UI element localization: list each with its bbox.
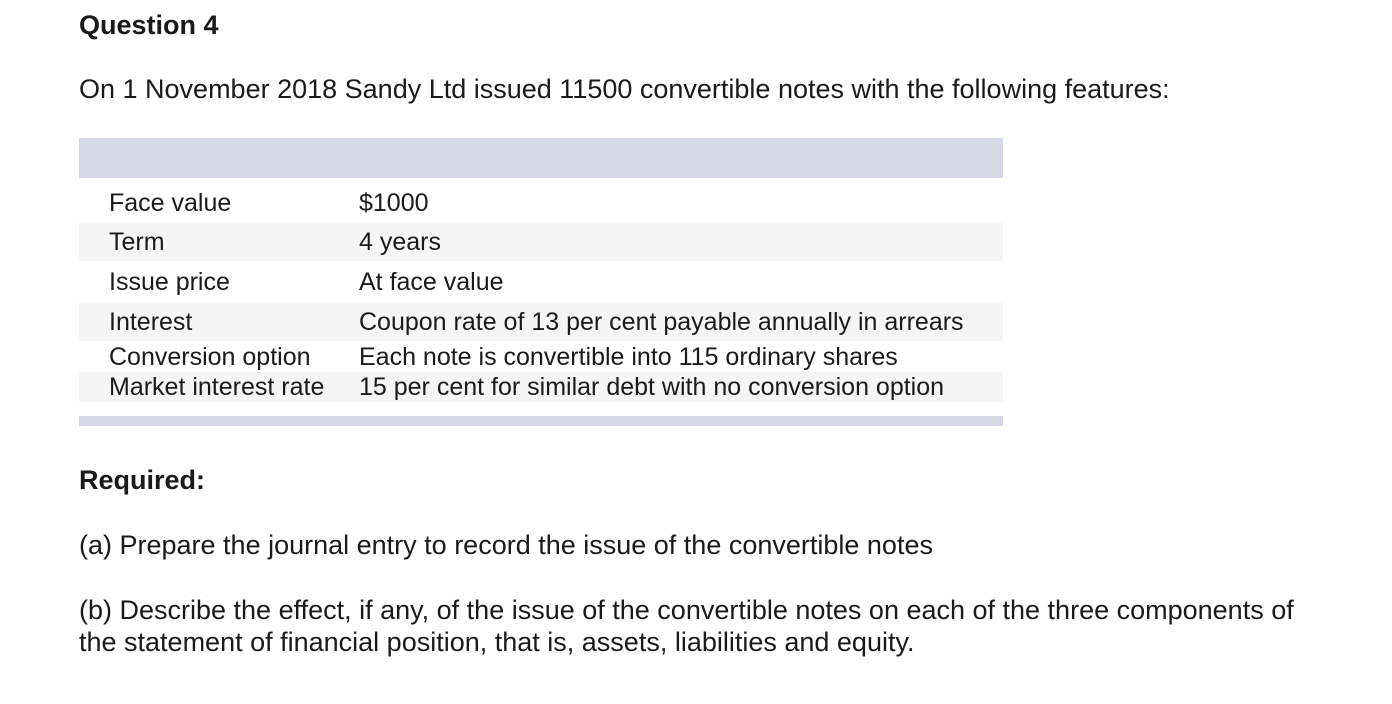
table-row-conversion-option <box>79 341 1003 373</box>
row-label: Conversion option <box>109 343 311 371</box>
part-a-text: (a) Prepare the journal entry to record the issue of the convertible notes <box>79 530 933 560</box>
question-title: Question 4 <box>79 10 219 40</box>
required-heading: Required: <box>79 465 206 495</box>
table-footer-band <box>79 416 1003 426</box>
row-value: 15 per cent for similar debt with no conversion option <box>359 373 945 401</box>
part-b-line-1: (b) Describe the effect, if any, of the issue of the convertible notes on each of the three components of <box>79 595 1294 625</box>
table-row-interest <box>79 303 1003 341</box>
row-label: Term <box>109 228 165 256</box>
row-value: $1000 <box>359 189 429 217</box>
row-value: Each note is convertible into 115 ordinary shares <box>359 343 898 371</box>
part-b-text <box>79 594 1369 658</box>
table-header-band <box>79 138 1003 178</box>
table-row-market-interest-rate <box>79 372 1003 402</box>
table-row-issue-price <box>79 263 1003 301</box>
table-row-term <box>79 223 1003 261</box>
part-b-line-2: the statement of financial position, that is, assets, liabilities and equity. <box>79 627 915 657</box>
row-label: Face value <box>109 189 232 217</box>
row-value: Coupon rate of 13 per cent payable annually in arrears <box>359 308 964 336</box>
row-label: Interest <box>109 308 193 336</box>
question-intro: On 1 November 2018 Sandy Ltd issued 11500 convertible notes with the following features: <box>79 74 1170 104</box>
row-value: 4 years <box>359 228 441 256</box>
row-value: At face value <box>359 268 504 296</box>
row-label: Market interest rate <box>109 373 325 401</box>
row-label: Issue price <box>109 268 230 296</box>
table-row-face-value <box>79 184 1003 222</box>
